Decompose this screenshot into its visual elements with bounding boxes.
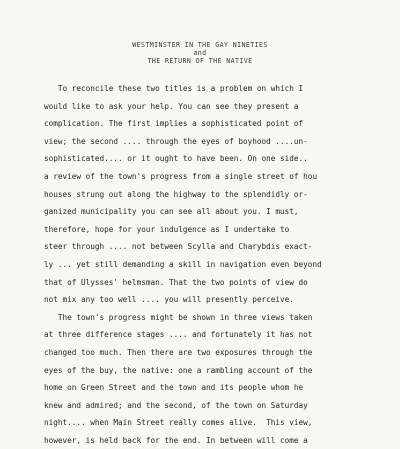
text-line: sophisticated.... or it ought to have been. On one side.. xyxy=(44,154,308,164)
text-line: however, is held back for the end. In between will come a xyxy=(44,435,308,445)
body-text xyxy=(44,80,374,449)
text-line: eyes of the buy, the native: one a rambling account of the xyxy=(44,365,313,375)
title-line-2: and xyxy=(193,49,207,58)
text-line: a review of the town's progress from a single street of hou xyxy=(44,171,318,181)
text-line: view; the second .... through the eyes of boyhood ....un- xyxy=(44,136,308,146)
text-line: To reconcile these two titles is a problem on which I xyxy=(44,84,304,93)
text-line: home on Green Street and the town and its people whom he xyxy=(44,383,304,393)
text-line: steer through .... not between Scylla and Charybdis exact- xyxy=(44,242,313,252)
text-line: night.... when Main Street really comes alive. This view, xyxy=(44,418,313,428)
text-line: changed too much. Then there are two exposures through the xyxy=(44,347,313,357)
text-line: at three difference stages .... and fortunately it has not xyxy=(44,330,313,340)
text-line: knew and admired; and the second, of the town on Saturday xyxy=(44,400,308,410)
text-line: would like to ask your help. You can see they present a xyxy=(44,101,299,111)
title-line-1: WESTMINSTER IN THE GAY NINETIES xyxy=(132,41,268,49)
text-line: ganized municipality you can see all about you. I must, xyxy=(44,207,299,217)
text-line: not mix any too well .... you will presently perceive. xyxy=(44,295,294,305)
title-line-3: THE RETURN OF THE NATIVE xyxy=(147,57,253,66)
text-line: complication. The first implies a sophisticated point of xyxy=(44,119,304,129)
text-line: that of Ulysses' helmsman. That the two points of view do xyxy=(44,277,308,287)
document-title xyxy=(0,41,400,66)
text-line: houses strung out along the highway to the splendidly or- xyxy=(44,189,308,199)
text-line: The town's progress might be shown in three views taken xyxy=(44,312,313,322)
text-line: therefore, hope for your indulgence as I undertake to xyxy=(44,224,290,234)
text-line: ly ... yet still demanding a skill in navigation even beyond xyxy=(44,259,322,269)
